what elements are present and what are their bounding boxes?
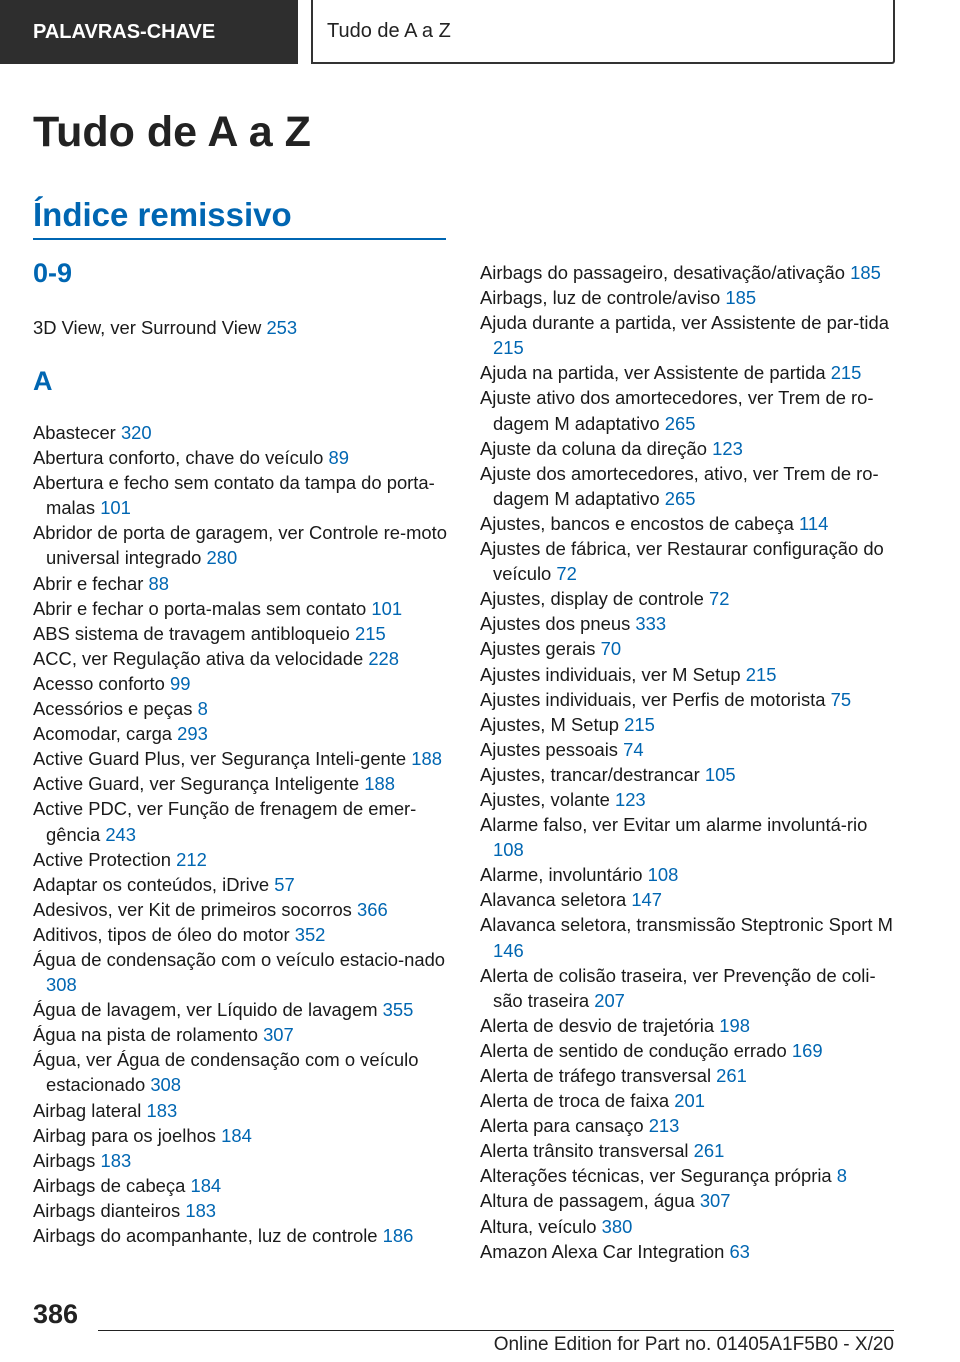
page-reference-link[interactable]: 185 [850, 262, 881, 283]
index-entry [33, 1198, 453, 1223]
index-entry-text: Acesso conforto [33, 672, 165, 694]
index-entry [33, 1123, 453, 1148]
index-entry [33, 922, 453, 947]
page-reference-link[interactable]: 201 [674, 1090, 705, 1112]
page-reference-link[interactable]: 188 [364, 773, 395, 795]
page-reference-link[interactable]: 8 [836, 1165, 848, 1187]
index-entry [480, 1163, 900, 1188]
page-reference-link[interactable]: 75 [830, 688, 852, 710]
index-entry-text: Ajustes gerais [480, 638, 596, 660]
index-entry [480, 787, 900, 812]
index-entry-text: Altura, veículo [480, 1215, 597, 1237]
page-reference-link[interactable]: 307 [263, 1024, 294, 1046]
page-reference-link[interactable]: 213 [648, 1115, 680, 1137]
index-entry-text: Ajustes de fábrica, ver Restaurar configuração do veículo [480, 538, 884, 585]
page-reference-link[interactable]: 380 [601, 1215, 633, 1237]
index-entry-text: Ajuste da coluna da direção [480, 437, 707, 459]
index-entry [33, 897, 453, 922]
index-entry [33, 1047, 453, 1097]
page-reference-link[interactable]: 215 [624, 713, 655, 735]
index-entry-text: Ajustes, trancar/destrancar [480, 763, 700, 785]
index-entry [480, 1113, 900, 1138]
page-reference-link[interactable]: 320 [120, 422, 152, 443]
index-entry [480, 611, 900, 636]
page-reference-link[interactable]: 212 [176, 848, 207, 870]
page-reference-link[interactable]: 183 [185, 1199, 217, 1221]
section-heading-0-9: 0-9 [33, 258, 73, 288]
index-entry-text: Alerta trânsito transversal [480, 1140, 689, 1162]
index-list-a-continued [480, 260, 900, 1264]
index-entry-text: Airbags do acompanhante, luz de controle [33, 1225, 378, 1246]
page-reference-link[interactable]: 333 [635, 613, 667, 635]
index-entry [33, 571, 453, 596]
page-reference-link[interactable]: 198 [719, 1014, 750, 1036]
index-entry [480, 762, 900, 787]
index-entry-text: Acessórios e peças [33, 698, 193, 720]
page-reference-link[interactable]: 355 [382, 999, 414, 1021]
index-list-a [33, 420, 453, 1248]
index-entry [33, 1223, 453, 1248]
index-entry [480, 887, 900, 912]
page-reference-link[interactable]: 169 [791, 1039, 823, 1061]
index-entry [33, 646, 453, 671]
index-entry [480, 862, 900, 887]
index-entry-text: Ajuste dos amortecedores, ativo, ver Trem de ro-dagem M adaptativo [480, 462, 879, 509]
page-reference-link[interactable]: 215 [355, 622, 386, 644]
page-reference-link[interactable]: 63 [729, 1240, 750, 1262]
page-reference-link[interactable]: 147 [631, 889, 663, 911]
page-reference-link[interactable]: 352 [294, 923, 326, 945]
index-entry-text: Abrir e fechar [33, 572, 144, 594]
index-entry-text: Airbag lateral [33, 1099, 142, 1121]
index-entry [480, 712, 900, 737]
page-reference-link[interactable]: 108 [647, 864, 679, 886]
page-reference-link[interactable]: 101 [100, 497, 131, 519]
index-list-0-9 [33, 315, 453, 340]
index-entry-text: Alavanca seletora [480, 889, 627, 911]
index-entry-text: Alerta de troca de faixa [480, 1090, 670, 1112]
index-entry-text: Alterações técnicas, ver Segurança própria [480, 1165, 832, 1187]
index-entry-text: Água de lavagem, ver Líquido de lavagem [33, 999, 378, 1021]
page-reference-link[interactable]: 228 [368, 647, 400, 669]
index-entry [33, 696, 453, 721]
index-entry [33, 796, 453, 846]
index-entry [480, 385, 900, 435]
page-reference-link[interactable]: 8 [197, 698, 208, 720]
index-entry [480, 737, 900, 762]
index-entry-text: Abridor de porta de garagem, ver Controle re-moto universal integrado [33, 522, 447, 569]
page-reference-link[interactable]: 184 [190, 1174, 222, 1196]
index-entry-text: ABS sistema de travagem antibloqueio [33, 622, 350, 644]
index-entry-text: Ajustes individuais, ver M Setup [480, 663, 741, 685]
page-reference-link[interactable]: 307 [699, 1190, 731, 1212]
index-entry [480, 436, 900, 461]
page-reference-link[interactable]: 146 [493, 939, 524, 961]
index-entry-text: Active Protection [33, 848, 171, 870]
index-entry-text: Alerta de tráfego transversal [480, 1065, 712, 1086]
page-title: Tudo de A a Z [33, 108, 311, 156]
edition-footer: Online Edition for Part no. 01405A1F5B0 - X/20 [493, 1334, 894, 1355]
title-divider [33, 238, 446, 240]
index-entry-text: Ajuste ativo dos amortecedores, ver Trem de ro-dagem M adaptativo [480, 387, 874, 434]
index-entry [480, 536, 900, 586]
index-entry-text: Ajustes dos pneus [480, 613, 631, 635]
index-entry-text: Água, ver Água de condensação com o veículo estacionado [33, 1049, 419, 1096]
tab-a-to-z[interactable] [311, 0, 895, 64]
page-reference-link[interactable]: 215 [493, 337, 524, 359]
index-entry-text: 3D View, ver Surround View [33, 317, 262, 338]
index-entry-text: Active Guard Plus, ver Segurança Inteli-gente [33, 748, 407, 770]
page-reference-link[interactable]: 72 [556, 563, 577, 585]
index-entry [33, 315, 453, 340]
page-reference-link[interactable]: 57 [274, 873, 295, 895]
index-entry-text: Ajuda durante a partida, ver Assistente de par-tida [480, 312, 889, 334]
tab-a-to-z-label: Tudo de A a Z [327, 19, 451, 42]
index-entry [480, 1038, 900, 1063]
index-entry [480, 1013, 900, 1038]
index-entry [480, 1188, 900, 1213]
page-reference-link[interactable]: 265 [664, 487, 696, 509]
index-entry [33, 997, 453, 1022]
index-entry [33, 420, 453, 445]
page-reference-link[interactable]: 293 [177, 723, 208, 745]
page-reference-link[interactable]: 108 [493, 839, 524, 861]
page-reference-link[interactable]: 105 [704, 763, 736, 785]
index-entry [480, 912, 900, 962]
index-entry [33, 947, 453, 997]
index-entry [480, 586, 900, 611]
index-entry-text: Airbags dianteiros [33, 1199, 181, 1221]
index-subtitle: Índice remissivo [33, 196, 292, 233]
index-entry-text: Alarme, involuntário [480, 864, 643, 886]
index-entry-text: Abertura e fecho sem contato da tampa do porta-malas [33, 472, 435, 519]
index-entry-text: Airbag para os joelhos [33, 1124, 216, 1146]
index-entry-text: Ajustes, M Setup [480, 713, 620, 735]
page-reference-link[interactable]: 243 [105, 823, 137, 845]
index-entry-text: Abertura conforto, chave do veículo [33, 447, 324, 469]
page-reference-link[interactable]: 183 [100, 1149, 132, 1171]
page-reference-link[interactable]: 99 [170, 672, 191, 694]
index-entry [33, 671, 453, 696]
index-entry [480, 1239, 900, 1264]
index-entry [480, 1088, 900, 1113]
index-entry-text: Amazon Alexa Car Integration [480, 1240, 725, 1262]
index-entry [33, 470, 453, 520]
index-entry-text: Adesivos, ver Kit de primeiros socorros [33, 898, 352, 920]
index-entry-text: Aditivos, tipos de óleo do motor [33, 923, 290, 945]
index-entry-text: Água de condensação com o veículo estacio-nado [33, 948, 446, 970]
index-entry-text: Alarme falso, ver Evitar um alarme involuntá-rio [480, 814, 868, 836]
index-entry [33, 445, 453, 470]
page-reference-link[interactable]: 123 [614, 788, 646, 810]
page-reference-link[interactable]: 215 [830, 362, 862, 384]
index-entry [480, 963, 900, 1013]
index-entry [480, 687, 900, 712]
page-number: 386 [33, 1299, 79, 1329]
index-entry [33, 746, 453, 771]
index-entry-text: Airbags, luz de controle/aviso [480, 287, 721, 309]
index-entry-text: Airbags do passageiro, desativação/ativação [480, 262, 845, 283]
page-reference-link[interactable]: 186 [382, 1225, 414, 1246]
index-entry [480, 360, 900, 385]
index-entry [33, 771, 453, 796]
index-entry-text: Ajuda na partida, ver Assistente de partida [480, 362, 826, 384]
page-reference-link[interactable]: 70 [600, 638, 622, 660]
page-reference-link[interactable]: 184 [221, 1124, 252, 1146]
index-entry [480, 260, 900, 285]
index-entry-text: Alavanca seletora, transmissão Steptronic Sport M [480, 914, 893, 936]
page-reference-link[interactable]: 114 [799, 512, 829, 534]
index-entry-text: Alerta para cansaço [480, 1115, 644, 1137]
tab-keywords[interactable] [0, 0, 298, 64]
page-reference-link[interactable]: 308 [46, 974, 77, 996]
page-reference-link[interactable]: 74 [623, 738, 644, 760]
page-reference-link[interactable]: 123 [712, 437, 743, 459]
index-entry-text: Active PDC, ver Função de frenagem de emer-gência [33, 798, 417, 845]
footer-divider [98, 1330, 894, 1331]
index-entry-text: ACC, ver Regulação ativa da velocidade [33, 647, 364, 669]
index-entry [480, 636, 900, 661]
index-entry-text: Adaptar os conteúdos, iDrive [33, 873, 270, 895]
index-entry-text: Ajustes, bancos e encostos de cabeça [480, 512, 794, 534]
page-reference-link[interactable]: 183 [146, 1099, 178, 1121]
index-entry-text: Acomodar, carga [33, 723, 173, 745]
index-entry [480, 1214, 900, 1239]
index-entry-text: Ajustes individuais, ver Perfis de motorista [480, 688, 826, 710]
index-entry-text: Água na pista de rolamento [33, 1024, 258, 1046]
index-entry-text: Abrir e fechar o porta-malas sem contato [33, 597, 367, 619]
page-reference-link[interactable]: 185 [725, 287, 757, 309]
index-entry [480, 1063, 900, 1088]
page-reference-link[interactable]: 261 [716, 1065, 747, 1086]
page-reference-link[interactable]: 253 [266, 317, 298, 338]
tab-keywords-label: PALAVRAS-CHAVE [33, 20, 216, 43]
section-heading-a: A [33, 366, 53, 396]
page-reference-link[interactable]: 215 [745, 663, 777, 685]
index-entry [480, 1138, 900, 1163]
page-reference-link[interactable]: 280 [206, 547, 238, 569]
page-reference-link[interactable]: 308 [150, 1074, 181, 1096]
index-entry [33, 1022, 453, 1047]
index-entry [33, 596, 453, 621]
index-entry-text: Ajustes, volante [480, 788, 610, 810]
index-entry [480, 511, 900, 536]
index-entry [33, 1173, 453, 1198]
index-entry-text: Alerta de colisão traseira, ver Prevenção de coli-são traseira [480, 964, 876, 1011]
index-entry [480, 285, 900, 310]
page-reference-link[interactable]: 101 [371, 597, 403, 619]
page-reference-link[interactable]: 207 [594, 989, 625, 1011]
index-entry-text: Abastecer [33, 422, 116, 443]
index-entry-text: Ajustes pessoais [480, 738, 619, 760]
index-entry-text: Alerta de desvio de trajetória [480, 1014, 715, 1036]
index-entry [480, 461, 900, 511]
index-entry [33, 520, 453, 570]
index-entry [480, 662, 900, 687]
page-reference-link[interactable]: 89 [328, 447, 349, 469]
index-entry-text: Airbags [33, 1149, 96, 1171]
page-reference-link[interactable]: 261 [693, 1140, 725, 1162]
index-entry [33, 847, 453, 872]
index-entry [33, 1098, 453, 1123]
index-entry [33, 1148, 453, 1173]
index-entry [33, 621, 453, 646]
index-entry [480, 812, 900, 862]
index-entry [33, 721, 453, 746]
page-reference-link[interactable]: 188 [411, 748, 442, 770]
page-reference-link[interactable]: 265 [664, 412, 696, 434]
index-entry-text: Active Guard, ver Segurança Inteligente [33, 773, 360, 795]
page-reference-link[interactable]: 88 [148, 572, 169, 594]
index-entry [33, 872, 453, 897]
index-entry-text: Airbags de cabeça [33, 1174, 186, 1196]
page-reference-link[interactable]: 72 [709, 588, 730, 610]
index-entry-text: Alerta de sentido de condução errado [480, 1039, 787, 1061]
index-entry [480, 310, 900, 360]
index-entry-text: Ajustes, display de controle [480, 588, 704, 610]
index-entry-text: Altura de passagem, água [480, 1190, 695, 1212]
page-reference-link[interactable]: 366 [357, 898, 388, 920]
